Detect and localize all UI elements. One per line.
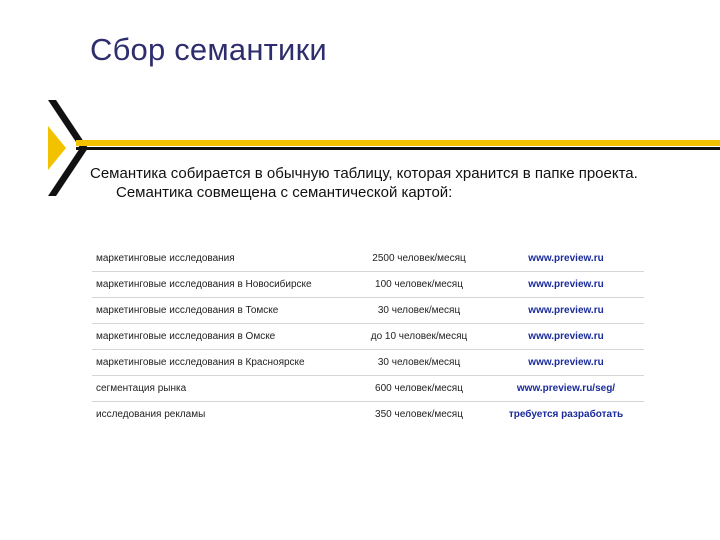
query-cell: маркетинговые исследования в Новосибирске — [92, 272, 350, 298]
query-cell: сегментация рынка — [92, 376, 350, 402]
url-cell[interactable]: www.preview.ru — [488, 324, 644, 350]
page-title: Сбор семантики — [90, 32, 327, 67]
url-cell[interactable]: www.preview.ru — [488, 298, 644, 324]
url-cell: требуется разработать — [508, 409, 624, 420]
traffic-cell: до 10 человек/месяц — [350, 324, 488, 350]
table-row — [92, 376, 644, 402]
query-cell: маркетинговые исследования в Томске — [92, 298, 350, 324]
url-cell[interactable]: www.preview.ru — [488, 246, 644, 272]
header-bar-yellow — [76, 140, 720, 146]
query-cell: маркетинговые исследования в Красноярске — [92, 350, 350, 376]
semantics-table — [92, 246, 644, 427]
traffic-cell: 350 человек/месяц — [375, 409, 463, 420]
body-text — [90, 164, 710, 202]
url-cell[interactable]: www.preview.ru/seg/ — [488, 376, 644, 402]
table-row — [92, 246, 644, 272]
traffic-cell: 30 человек/месяц — [350, 298, 488, 324]
yellow-arrow-icon — [48, 126, 66, 170]
table-row — [92, 350, 644, 376]
header-bar-black — [76, 147, 720, 150]
query-cell: маркетинговые исследования — [92, 246, 350, 272]
table-row — [92, 324, 644, 350]
url-cell[interactable]: www.preview.ru — [488, 350, 644, 376]
url-cell[interactable]: www.preview.ru — [488, 272, 644, 298]
body-line-1: Семантика собирается в обычную таблицу, которая хранится в папке проекта. — [90, 165, 638, 182]
query-cell: исследования рекламы — [96, 409, 206, 420]
traffic-cell: 600 человек/месяц — [350, 376, 488, 402]
query-cell: маркетинговые исследования в Омске — [92, 324, 350, 350]
table-row — [92, 298, 644, 324]
traffic-cell: 2500 человек/месяц — [350, 246, 488, 272]
traffic-cell: 100 человек/месяц — [350, 272, 488, 298]
body-line-2: Семантика совмещена с семантической картой: — [116, 184, 453, 201]
traffic-cell: 30 человек/месяц — [350, 350, 488, 376]
table-row — [92, 272, 644, 298]
table-row — [92, 402, 644, 428]
